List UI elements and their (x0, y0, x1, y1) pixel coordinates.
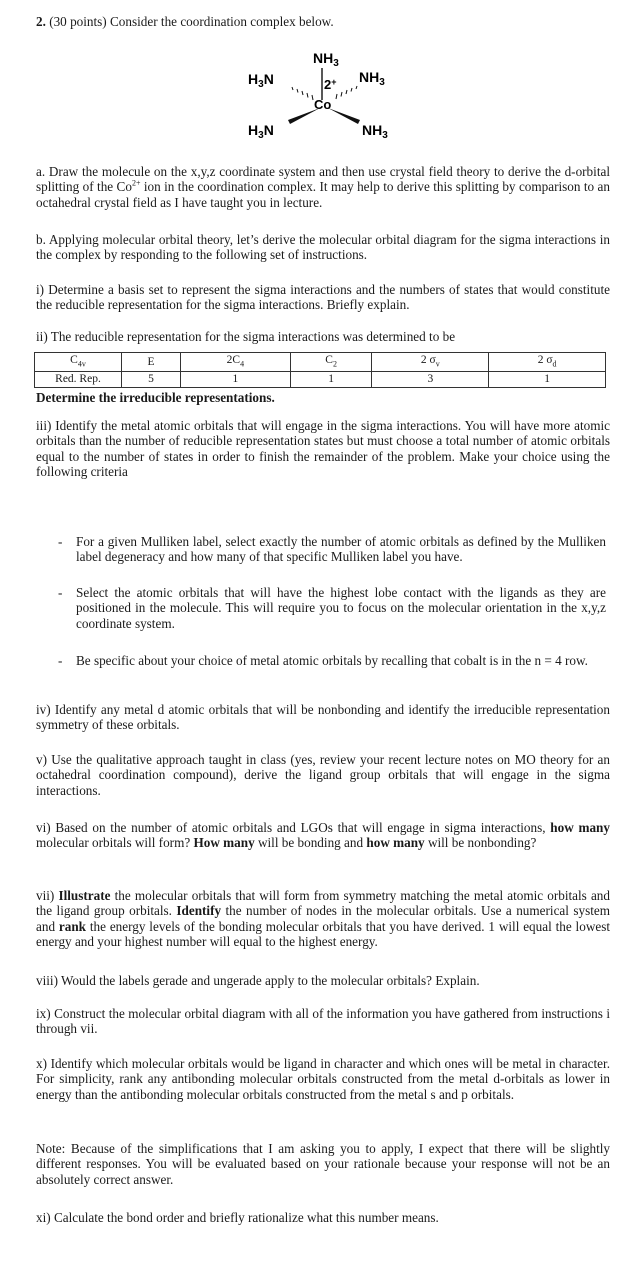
complex-drawing (236, 44, 416, 144)
hashed-bond-upper-left (292, 87, 313, 100)
criterion-2-dash: - (58, 585, 63, 600)
op-2sd-label: 2 σ (537, 354, 553, 366)
op-2c4-label: 2C (226, 354, 241, 366)
op-c2-sub: 2 (332, 359, 337, 369)
question-title (36, 14, 616, 29)
determine-irreps-heading: Determine the irreducible representations. (36, 390, 275, 405)
coordination-complex-structure (236, 44, 416, 144)
step-vi-bold-3: how many (366, 835, 425, 851)
step-viii-text: viii) Would the labels gerade and ungerade apply to the molecular orbitals? Explain. (36, 973, 480, 988)
op-cell-2sv (372, 353, 489, 372)
step-ix-text: ix) Construct the molecular orbital diagram with all of the information you have gathered from instructions i through vii. (36, 1006, 610, 1037)
step-iv-text: iv) Identify any metal d atomic orbitals that will be nonbonding and identify the irreducible representation symmetry of these orbitals. (36, 702, 610, 733)
criterion-3-dash: - (58, 653, 63, 668)
step-vi-part-2: molecular orbitals will form? (36, 835, 194, 851)
table-header-row (35, 353, 606, 372)
op-cell-2c4 (180, 353, 290, 372)
step-vii-bold-3: rank (58, 918, 87, 934)
part-a-text (36, 164, 610, 210)
value-cell-c2: 1 (290, 372, 372, 388)
value-cell-2sv: 3 (372, 372, 489, 388)
point-group-cell (35, 353, 122, 372)
step-v-text: v) Use the qualitative approach taught in class (yes, review your recent lecture notes on MO theory for an octahedral coordination compound), derive the ligand group orbitals that will engage in the sigma interactions. (36, 752, 610, 798)
table-row (35, 372, 606, 388)
question-intro: (30 points) Consider the coordination complex below. (49, 14, 334, 29)
ligand-lower-right-label: $NH_3$ (362, 122, 388, 141)
op-c2-label: C (325, 354, 333, 366)
ligand-upper-left-label: $H_3N$ (248, 71, 274, 90)
point-group-base: C (70, 354, 78, 366)
step-vi-part-4: will be nonbonding? (424, 835, 537, 851)
op-2sv-sub: v (435, 359, 440, 369)
op-2c4-sub: 4 (240, 359, 245, 369)
row-label-cell: Red. Rep. (35, 372, 122, 388)
step-ii-text: ii) The reducible representation for the sigma interactions was determined to be (36, 329, 456, 344)
reducible-representation-table (34, 352, 606, 388)
question-number: 2. (36, 14, 46, 29)
step-iii-text: iii) Identify the metal atomic orbitals that will engage in the sigma interactions. You will have more atomic orbitals than the number of reducible representation states but must choose a total number of atomic orbitals equal to the number of states in order to finish the remainder of the problem. Make your choice using the following criteria (36, 418, 610, 480)
step-vii-part-1: vii) (36, 888, 59, 903)
ligand-top-label: $NH_3$ (313, 50, 339, 69)
note-text: Note: Because of the simplifications that I am asking you to apply, I expect that there will be slightly different responses. You will be evaluated based on your rationale because your response will not be an absolutely correct answer. (36, 1141, 610, 1187)
complex-charge-label: 2+ (324, 77, 337, 92)
step-vii-bold-2: Identify (176, 903, 222, 919)
op-cell-e (122, 353, 181, 372)
part-a-superscript: 2+ (131, 179, 141, 189)
wedge-bond-lower-right (328, 108, 360, 124)
part-a-text-1: a. Draw the molecule on the x,y,z coordinate system and then use crystal field theory to derive the d-orbital splitting of the Co (36, 164, 610, 195)
step-x-text: x) Identify which molecular orbitals would be ligand in character and which ones will be metal in character. For simplicity, rank any antibonding molecular orbitals constructed from the metal d-orbitals as lower in energy than the antibonding molecular orbitals constructed from the metal s and p orbitals. (36, 1056, 610, 1102)
metal-center-label: Co (314, 97, 332, 112)
step-xi-text: xi) Calculate the bond order and briefly rationalize what this number means. (36, 1210, 439, 1225)
part-b-text: b. Applying molecular orbital theory, let’s derive the molecular orbital diagram for the sigma interactions in the complex by responding to the following set of instructions. (36, 232, 610, 263)
op-cell-2sd (489, 353, 606, 372)
criterion-1-dash: - (58, 534, 63, 549)
criterion-1-text: For a given Mulliken label, select exactly the number of atomic orbitals as defined by the Mulliken label degeneracy and how many of that specific Mulliken label you have. (76, 534, 606, 565)
op-2sd-sub: d (552, 359, 557, 369)
step-vii-part-4: the energy levels of the bonding molecular orbitals that you have derived. 1 will equal the lowest energy and your highest number will equal to the highest energy. (36, 918, 610, 950)
part-a-text-2: ion in the coordination complex. It may help to derive this splitting by comparison to an octahedral crystal field as I have taught you in lecture. (36, 179, 610, 210)
op-cell-c2 (290, 353, 372, 372)
criterion-3-text: Be specific about your choice of metal atomic orbitals by recalling that cobalt is in the n = 4 row. (76, 653, 588, 668)
step-vi-bold-1: how many (550, 820, 610, 835)
hashed-bond-upper-right (336, 86, 357, 99)
value-cell-e: 5 (122, 372, 181, 388)
step-vi-bold-2: How many (193, 835, 255, 851)
ligand-lower-left-label: $H_3N$ (248, 122, 274, 141)
step-vii-part-2: the molecular orbitals that will form from symmetry matching the metal atomic orbitals and the ligand group orbitals. (36, 888, 610, 919)
step-vii-bold-1: Illustrate (58, 888, 111, 903)
ligand-upper-right-label: $NH_3$ (359, 69, 385, 88)
step-i-text: i) Determine a basis set to represent the sigma interactions and the numbers of states that would constitute the reducible representation for the sigma interactions. Briefly explain. (36, 282, 610, 313)
step-vi-part-1: vi) Based on the number of atomic orbitals and LGOs that will engage in sigma interactions, (36, 820, 551, 835)
op-e-label: E (147, 355, 155, 368)
step-vi-part-3: will be bonding and (254, 835, 367, 851)
step-vi-text (36, 820, 610, 851)
step-vii-part-3: the number of nodes in the molecular orbitals. Use a numerical system and (36, 903, 610, 934)
step-vii-text (36, 888, 610, 950)
criterion-2-text: Select the atomic orbitals that will have the highest lobe contact with the ligands as they are positioned in the molecule. This will require you to focus on the molecular orientation in the x,y,z coordinate system. (76, 585, 606, 631)
point-group-sub: 4v (77, 359, 86, 369)
op-2sv-label: 2 σ (420, 354, 436, 366)
value-cell-2sd: 1 (489, 372, 606, 388)
value-cell-2c4: 1 (180, 372, 290, 388)
